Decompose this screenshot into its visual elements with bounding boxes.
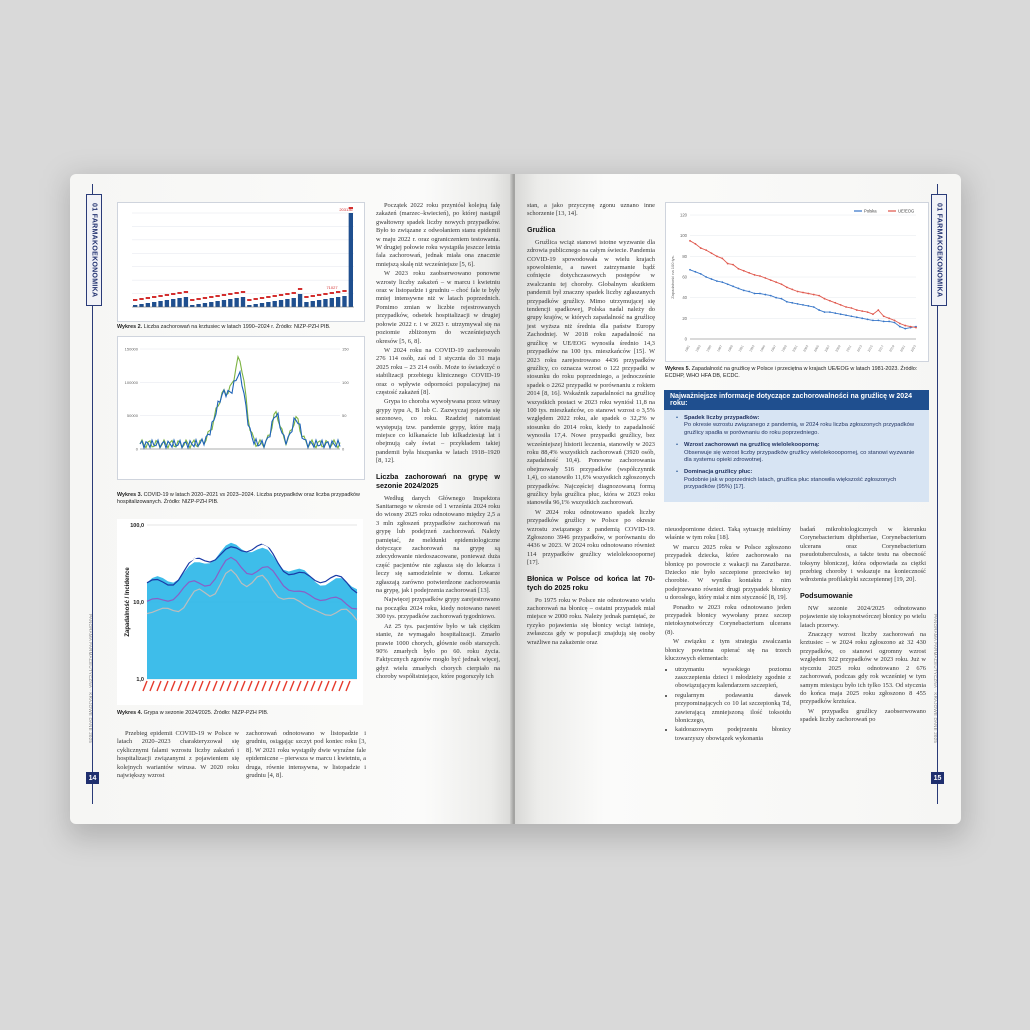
x-tick-label: 1987 [716,344,724,353]
x-tick-label: 1981 [683,344,691,353]
bar-label-mark [228,293,232,295]
strategy-list [665,666,791,744]
x-tick-label: 2021 [899,344,907,353]
bar-label-mark [196,298,200,300]
paragraph: Najwięcej przypadków grypy zarejestrowano na początku 2024 roku, kiedy notowano nawet 300 tys. przypadków zachorowań tygodniowo. [376,596,500,621]
bar-label-mark [203,297,207,299]
x-tick-mark [325,681,329,691]
x-tick-mark [304,681,308,691]
chart5-caption-label: Wykres 5. [665,366,691,372]
y2-tick-label: 150 [342,346,349,352]
bar [298,294,302,307]
section-heading-diphtheria: Błonica w Polsce od końca lat 70-tych do 2025 roku [527,573,655,592]
x-tick-label: 2007 [823,344,831,353]
y-tick-label: 100 [680,233,687,239]
bar-label-mark [222,294,226,296]
bar-label-mark [266,296,270,298]
bar-label-mark [304,296,308,298]
chart5-svg [666,203,928,361]
info-item [676,415,921,437]
x-tick-mark [213,681,217,691]
bar-label-mark [215,295,219,297]
legend-label: UE/EOG [898,208,915,214]
info-item-text: Po okresie wzrostu związanego z pandemią, w 2024 roku liczba zgłoszonych przypadków gruźlicy spadła w porównaniu do roku poprzedniego. [684,422,915,436]
y2-tick-label: 100 [342,379,349,385]
right-page-number: 15 [931,772,944,784]
x-tick-mark [241,681,245,691]
paragraph: Ponadto w 2023 roku odnotowano jeden przypadek błonicy wywołany przez szczep nietoksynotwórczy Corynebacterium ulcerans (8). [665,603,791,636]
right-footer: PANORAMA FARMACEUTYCZNA · KRAJOWE DANE 2025 [933,614,938,744]
bar [203,303,207,307]
x-tick-mark [150,681,154,691]
bar-value-label: 203136 [339,207,353,212]
bar-label-mark [146,297,150,299]
paragraph: W związku z tym strategia zwalczania błonicy powinna opierać się na trzech kluczowych elementach: [665,638,791,663]
info-item [676,469,921,491]
y-tick-label: 60 [682,274,687,280]
x-tick-label: 1985 [705,344,713,353]
bar [285,299,289,307]
left-col2 [376,202,500,683]
bar-label-mark [330,292,334,294]
bar-value-label: 71027 [326,285,338,290]
bar [317,300,321,307]
chart5-caption [665,366,929,380]
left-page-number: 14 [86,772,99,784]
section-heading-summary: Podsumowanie [800,590,853,600]
bar [254,304,258,307]
paragraph: W 2024 roku na COVID-19 zachorowało 276 114 osób, zaś od 1 stycznia do 31 maja 2025 roku – 23 214 osób. Może to świadczyć o stabilizacji przebiegu klinicznego COVID-19 oraz o wpływie odporności populacyjnej na częstość zakażeń [8]. [376,346,500,396]
x-tick-mark [255,681,259,691]
bar-label-mark [285,293,289,295]
bar-label-mark [158,295,162,297]
paragraph: Znaczący wzrost liczby zachorowań na krztusiec – w 2024 roku zgłoszono aż 32 430 przypadków, co stanowi ogromny wzrost względem 922 przypadków w 2023 roku. Już w styczniu 2025 roku odnotowano 2 676 zachorowań, podczas gdy rok wcześniej w tym samym miesiącu było ich tylko 153. Od stycznia do końca maja 2025 roku zgłoszono 8 455 przypadków krztuśca. [800,631,926,706]
right-col3 [800,526,926,726]
x-tick-label: 2005 [812,344,821,353]
bar [152,302,156,307]
chart2-caption-label: Wykres 2. [117,324,143,330]
paragraph: W 2024 roku odnotowano spadek liczby przypadków gruźlicy w Polsce po okresie wzrostu związanego z pandemią COVID-19. Zgłoszono 3946 przypadków, w porównaniu do 4436 w 2023. W 2024 roku odnotowano również 114 przypadków gruźlicy wielolekooopornej [17]. [527,508,655,567]
list-item: • utrzymaniu wysokiego poziomu zaszczepienia dzieci i młodzieży zgodnie z obowiązującym kalendarzem szczepień, [675,666,791,691]
paragraph: zachorowań odnotowano w listopadzie i grudniu, osiągając szczyt pod koniec roku [3, 8]. W 2021 roku wystąpiły dwie wyraźne fale epidemiczne – pierwsza w marcu i kwietniu, a druga, równie intensywna, w listopadzie i grudniu [4, 8]. [246,730,366,780]
bar [146,303,150,307]
x-tick-label: 1995 [759,344,767,353]
bar [260,303,264,307]
paragraph: Początek 2022 roku przyniósł kolejną falę zakażeń (marzec–kwiecień), po której nastąpił gwałtowny spadek liczby nowych przypadków. Było to związane z odwołaniem stanu epidemii w maju 2022 r. oraz ograniczeniem testowania. W drugiej połowie roku wystąpiła jeszcze letnia fala zachorowań, jednak miała ona znacznie mniejszą skalę niż wcześniejsze [5, 6]. [376,202,500,268]
x-tick-mark [164,681,168,691]
x-tick-mark [339,681,343,691]
chart3-svg [118,337,364,479]
bar [171,299,175,307]
bar-label-mark [165,294,169,296]
chart4-svg [117,519,363,705]
paragraph: stan, a jako przyczynę zgonu uznano inne schorzenie [13, 14]. [527,202,655,218]
bar-label-mark [247,299,251,301]
x-tick-mark [332,681,336,691]
chart4-caption-text: Grypa w sezonie 2024/2025. Źródło: NIZP-PZH PIB. [142,710,269,716]
paragraph: Aż 25 tys. pacjentów było w tak ciężkim stanie, że wymagało hospitalizacji. Zmarło prawie 1000 chorych, głównie osób starszych. 90% zmarłych było po 60. roku życia. Faktycznych zgonów mogło być jednak więcej, gdyż wielu zmarłych chorych cierpiało na choroby współistniejące, które pogorszyły ich [376,622,500,681]
bar [273,301,277,307]
chart3-caption-label: Wykres 3. [117,492,143,498]
x-tick-label: 1983 [694,344,702,353]
chart2-panel [117,202,365,322]
bar [196,304,200,307]
bar [311,301,315,307]
x-tick-mark [269,681,273,691]
bar-label-mark [190,299,194,301]
x-tick-mark [206,681,210,691]
chart3-caption-text: COVID-19 w latach 2020–2021 vs 2023–2024. Liczba przypadków oraz liczba przypadków hospitalizowanych. Źródło: NIZP-PZH PIB. [117,492,360,505]
x-tick-mark [248,681,252,691]
paragraph: badań mikrobiologicznych w kierunku Corynebacterium diphtheriae, Corynebacterium ulcerans oraz Corynebacterium pseudotuberculosis, a także testu na obecność toksyny błoniczej, która odpowiada za ciężki przebieg choroby i wskazuje na konieczność wdrożenia profilaktyki szczepiennej [19, 20]. [800,526,926,584]
x-tick-mark [290,681,294,691]
x-tick-mark [297,681,301,691]
legend-label: Polska [864,208,877,214]
bar-label-mark [139,298,143,300]
bar [349,213,353,307]
bar [234,298,238,307]
bar-label-mark [317,294,321,296]
bar [139,304,143,307]
bar-label-mark [209,296,213,298]
bar [165,300,169,307]
y-tick-label: 0 [684,336,687,342]
bar-label-mark [133,299,137,301]
x-tick-label: 1991 [737,344,745,353]
x-tick-mark [318,681,322,691]
bar-label-mark [241,291,245,293]
x-tick-label: 1997 [769,344,777,353]
right-col1 [527,202,655,648]
bar [342,296,346,307]
chart4-panel [117,519,363,705]
bar [209,302,213,307]
paragraph: Po 1975 roku w Polsce nie odnotowano wielu zachorowań na błonicę – ostatni przypadek miał miejsce w 2000 roku. Należy jednak pamiętać, że ryzyko pojawienia się błonicy wciąż istnieje, zwłaszcza gdy w populacji znajdują się osoby wrażliwe na zakażenie oraz [527,596,655,646]
series-line [690,241,916,328]
paragraph: Przebieg epidemii COVID-19 w Polsce w latach 2020–2023 charakteryzował się cyklicznymi falami wzrostu liczby zakażeń i hospitalizacji związanymi z pojawieniem się kolejnych wariantów wirusa. W 2020 roku największy wzrost [117,730,239,780]
x-tick-mark [192,681,196,691]
section-heading-flu: Liczba zachorowań na grypę w sezonie 2024/2025 [376,471,500,490]
x-tick-mark [178,681,182,691]
x-tick-label: 2015 [866,344,874,353]
y-tick-label: 40 [682,295,687,301]
bar [228,299,232,307]
chart4-caption-label: Wykres 4. [117,710,143,716]
info-item-title: • Dominacja gruźlicy płuc: [684,469,753,476]
bar [330,298,334,307]
x-tick-mark [234,681,238,691]
y-tick-label: 150000 [124,346,138,352]
paragraph: Według danych Głównego Inspektora Sanitarnego w okresie od 1 września 2024 roku do wiosny 2025 roku odnotowano między 2,5 a 3 mln zgłoszeń przypadków zachorowań na grypę lub podejrzeń zachorowań. Należy pamiętać, że meldunki epidemiologiczne dotyczące zachorowań na grypę są zdecydowanie niedoszacowane, ponieważ duża część pacjentów nie zgłasza się do lekarza i leczy się samodzielnie w domu. Lekarze zgłaszają zarówno potwierdzone zachorowania na grypę, jak i podejrzenia zachorowań [13]. [376,494,500,595]
bar-label-mark [184,291,188,293]
bar [336,297,340,307]
right-col2 [665,526,791,745]
x-tick-label: 1989 [726,344,734,353]
x-tick-mark [171,681,175,691]
x-tick-label: 1993 [748,344,756,353]
x-tick-mark [283,681,287,691]
left-page [70,174,513,824]
y2-tick-label: 50 [342,413,347,419]
x-tick-label: 2003 [802,344,810,353]
info-item-text: Obserwuje się wzrost liczby przypadków gruźlicy wielolekooopornej, co stanowi wyzwanie dla systemu opieki zdrowotnej. [684,449,915,464]
info-box-title: Najważniejsze informacje dotyczące zachorowalności na gruźlicę w 2024 roku: [664,390,929,410]
x-tick-mark [199,681,203,691]
bar [304,302,308,307]
tb-info-box [664,390,929,502]
paragraph: W przypadku gruźlicy zaobserwowano spadek liczby zachorowań po [800,707,926,724]
x-tick-mark [276,681,280,691]
list-item: • regularnym podawaniu dawek przypominających co 10 lat szczepionką Td, zawierającą zmniejszoną ilość toksoidu błoniczego, [675,692,791,726]
y-tick-label: 1,0 [136,677,144,683]
x-tick-label: 2001 [791,344,799,353]
bar-label-mark [279,294,283,296]
y-tick-label: 20 [682,315,687,321]
info-item-text: Podobnie jak w poprzednich latach, gruźlica płuc stanowiła większość zgłoszonych przypadków (95%) [17]. [684,476,897,491]
chart2-svg [118,203,364,321]
bar-label-mark [273,295,277,297]
x-tick-mark [311,681,315,691]
chart3-panel [117,336,365,480]
bar-label-mark [323,293,327,295]
x-tick-mark [157,681,161,691]
x-tick-mark [346,681,350,691]
bar [323,299,327,307]
x-tick-label: 2013 [856,344,864,353]
x-tick-label: 2017 [877,344,885,353]
y2-tick-label: 0 [342,446,345,452]
paragraph: NW sezonie 2024/2025 odnotowano pojawienie się toksynotwórczej błonicy po wielu latach przerwy. [800,604,926,629]
paragraph: nieuodpornione dzieci. Taką sytuację mieliśmy właśnie w tym roku [18]. [665,526,791,542]
left-col1-bottom [117,730,239,781]
bar [279,300,283,307]
y-tick-label: 120 [680,212,687,218]
x-tick-label: 1999 [780,344,788,353]
series-line [690,270,916,329]
bar [215,301,219,307]
chart3-caption [117,492,367,506]
bar-label-mark [234,292,238,294]
x-tick-label: 2011 [845,344,853,353]
bar-label-mark [260,297,264,299]
bar [158,301,162,307]
left-footer: PANORAMA FARMACEUTYCZNA · KRAJOWE DANE 2025 [88,614,93,744]
bar [266,302,270,307]
info-item-title: • Wzrost zachorowań na gruźlicę wielolekooporną: [684,442,820,449]
bar [177,298,181,307]
paragraph: W marcu 2025 roku w Polsce zgłoszono przypadek dziecka, które zachorowało na błonicę po powrocie z wakacji na Zanzibarze. Dziecko nie było szczepione przeciwko tej chorobie. W wyniku kontaktu z nim podejrzewano również drugi przypadek błonicy u dorosłego, który miał z nim styczność [8, 19]. [665,543,791,602]
y-tick-label: 10,0 [133,600,144,606]
bar-label-mark [177,292,181,294]
series-line [140,372,340,448]
x-tick-label: 2019 [888,344,896,353]
bar-label-mark [152,296,156,298]
paragraph: Gruźlica wciąż stanowi istotne wyzwanie dla zdrowia publicznego na całym świecie. Pandemia COVID-19 spowodowała w wielu krajach spowolnienie, a nawet zatrzymanie bądź cofnięcie dotychczasowych postępów w zwalczaniu tej choroby. Globalnym skutkiem pandemii był znaczny spadek liczby zgłaszanych przypadków gruźlicy. Mimo utrzymującej się tendencji spadkowej, Polska nadal należy do grupy krajów, w których zapadalność na gruźlicę jest wyższa niż średnia dla państw Europy Zachodniej. W 2018 roku zapadalność na gruźlicę w UE/EOG wynosiła średnio 14,3 przypadków na 100 tys. mieszkańców [15]. W 2023 roku zarejestrowano 4436 przypadków gruźlicy, co oznacza wzrost o 122 przypadki w stosunku do roku poprzedniego, a jednocześnie spadek o 2262 przypadki w porównaniu z rokiem 2014 [8, 16]. Wskaźnik zapadalności na gruźlicę wszystkich postaci w 2023 roku wyniósł 11,8 na 100 tys. mieszkańców, co stanowi wzrost o 3,5% względem 2022 roku, ale spadek o 32,2% w stosunku do 2014 roku, kiedy to zapadalność wynosiła 17,4. Nowe przypadki gruźlicy, bez wcześniejszej historii leczenia, stanowiły w 2023 roku 88,4% wszystkich zachorowań (3920 osób, zapadalność 10,4). Ponowne zachorowania obejmowały 516 przypadków (współczynnik 1,4), co stanowiło 11,6% wszystkich zgłoszonych przypadków. Najczęściej diagnozowaną formą gruźlicy była gruźlica płuc, która w 2023 roku stanowiła 96,1% wszystkich zachorowań. [527,238,655,507]
bar [292,298,296,307]
y-axis-label: Zapadalność na 100 tys. [670,255,675,299]
x-tick-mark [227,681,231,691]
left-col1b-bottom [246,730,366,781]
x-tick-mark [220,681,224,691]
x-tick-mark [262,681,266,691]
x-tick-label: 2023 [909,344,917,353]
bar [241,297,245,307]
y-tick-label: 100000 [124,379,138,385]
x-tick-mark [185,681,189,691]
right-page [515,174,961,824]
chart2-caption [117,324,367,331]
left-section-tab: 01 FARMAKOEKONOMIKA [86,194,102,306]
y-tick-label: 80 [682,253,687,259]
bar [184,297,188,307]
y-tick-label: 0 [135,446,138,452]
info-item [676,442,921,464]
series-line [140,357,340,448]
bar-label-mark [342,290,346,292]
paragraph: Grypa to choroba wywoływana przez wirusy grypy typu A, B lub C. Zazwyczaj pojawia się sezonowo, co roku. Rzadziej natomiast występują tzw. pandemie grypy, które mają miejsce co kilkanaście lub kilkadziesiąt lat i obejmują cały świat – przykładem takiej pandemii była hiszpanka w latach 1918–1920 [8, 12]. [376,398,500,465]
y-tick-label: 100,0 [130,523,144,529]
y-axis-label: Zapadalność / Incidence [125,567,131,637]
info-item-title: • Spadek liczby przypadków: [684,415,760,421]
bar-label-mark [254,298,258,300]
chart2-caption-text: Liczba zachorowań na krztusiec w latach 1990–2024 r. Źródło: NIZP-PZH PIB. [142,324,331,330]
section-heading-tb: Gruźlica [527,224,556,234]
x-tick-label: 2009 [834,344,842,353]
y-tick-label: 50000 [126,413,138,419]
right-section-tab: 01 FARMAKOEKONOMIKA [931,194,947,306]
bar-label-mark [298,288,302,290]
chart5-panel [665,202,929,362]
info-box-body [664,410,929,492]
chart4-caption [117,710,367,717]
bar-label-mark [336,291,340,293]
list-item: • kaidorazowym podejrzeniu błonicy towarzyszy obowiązek wykonania [675,726,791,743]
chart5-caption-text: Zapadalność na gruźlicę w Polsce i przeciętna w krajach UE/EOG w latach 1981-2023. Źródło: ECDHP, WHO HFA DB, ECDC. [665,366,918,379]
bar-label-mark [171,293,175,295]
bar [222,300,226,307]
bar-label-mark [311,295,315,297]
bar-label-mark [292,292,296,294]
paragraph: W 2023 roku zaobserwowano ponowne wzrosty liczby zakażeń – w marcu i kwietniu oraz w listopadzie i grudniu – choć fale te były mniej intensywne niż w latach poprzednich. Pomimo zmian w liczbie rejestrowanych przypadków, odsetek hospitalizacji w drugiej połowie 2022 r. i w 2023 r. utrzymywał się na poziomie zbliżonym do wcześniejszych okresów [5, 6, 8]. [376,270,500,345]
